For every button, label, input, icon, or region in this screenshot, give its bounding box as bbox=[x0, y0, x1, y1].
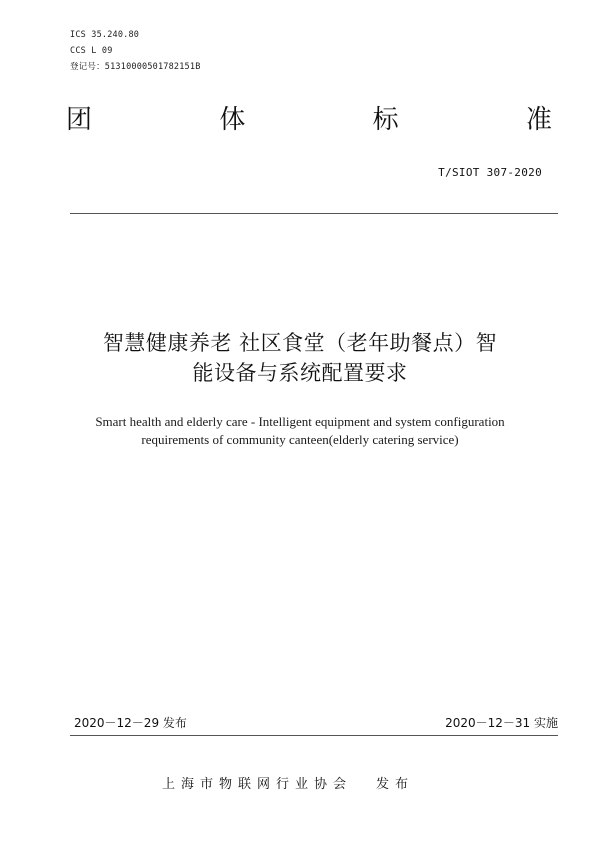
standard-type-char: 体 bbox=[219, 105, 246, 135]
chinese-title bbox=[60, 328, 540, 388]
top-divider bbox=[70, 213, 558, 214]
publisher-action: 发布 bbox=[376, 777, 415, 792]
publisher-line bbox=[162, 776, 414, 794]
publisher-name: 上海市物联网行业协会 bbox=[162, 777, 353, 792]
english-title-line: requirements of community canteen(elderly catering service) bbox=[141, 432, 459, 447]
english-title bbox=[40, 413, 560, 449]
english-title-line: Smart health and elderly care - Intelligent equipment and system configuration bbox=[95, 414, 505, 429]
chinese-title-line: 能设备与系统配置要求 bbox=[192, 361, 408, 385]
ccs-code: CCS L 09 bbox=[70, 46, 113, 56]
standard-number: T/SIOT 307-2020 bbox=[438, 166, 542, 179]
registration-number: 登记号：51310000501782151B bbox=[70, 62, 201, 72]
implementation-date: 2020－12－31 实施 bbox=[445, 716, 558, 730]
standard-type-char: 标 bbox=[372, 105, 399, 135]
standard-type-char: 团 bbox=[66, 105, 93, 135]
bottom-divider bbox=[70, 735, 558, 736]
issue-date: 2020－12－29 发布 bbox=[74, 716, 187, 730]
standard-type-char: 准 bbox=[525, 105, 552, 135]
ics-code: ICS 35.240.80 bbox=[70, 30, 140, 40]
standard-type-title bbox=[66, 102, 552, 138]
chinese-title-line: 智慧健康养老 社区食堂（老年助餐点）智 bbox=[102, 331, 498, 355]
